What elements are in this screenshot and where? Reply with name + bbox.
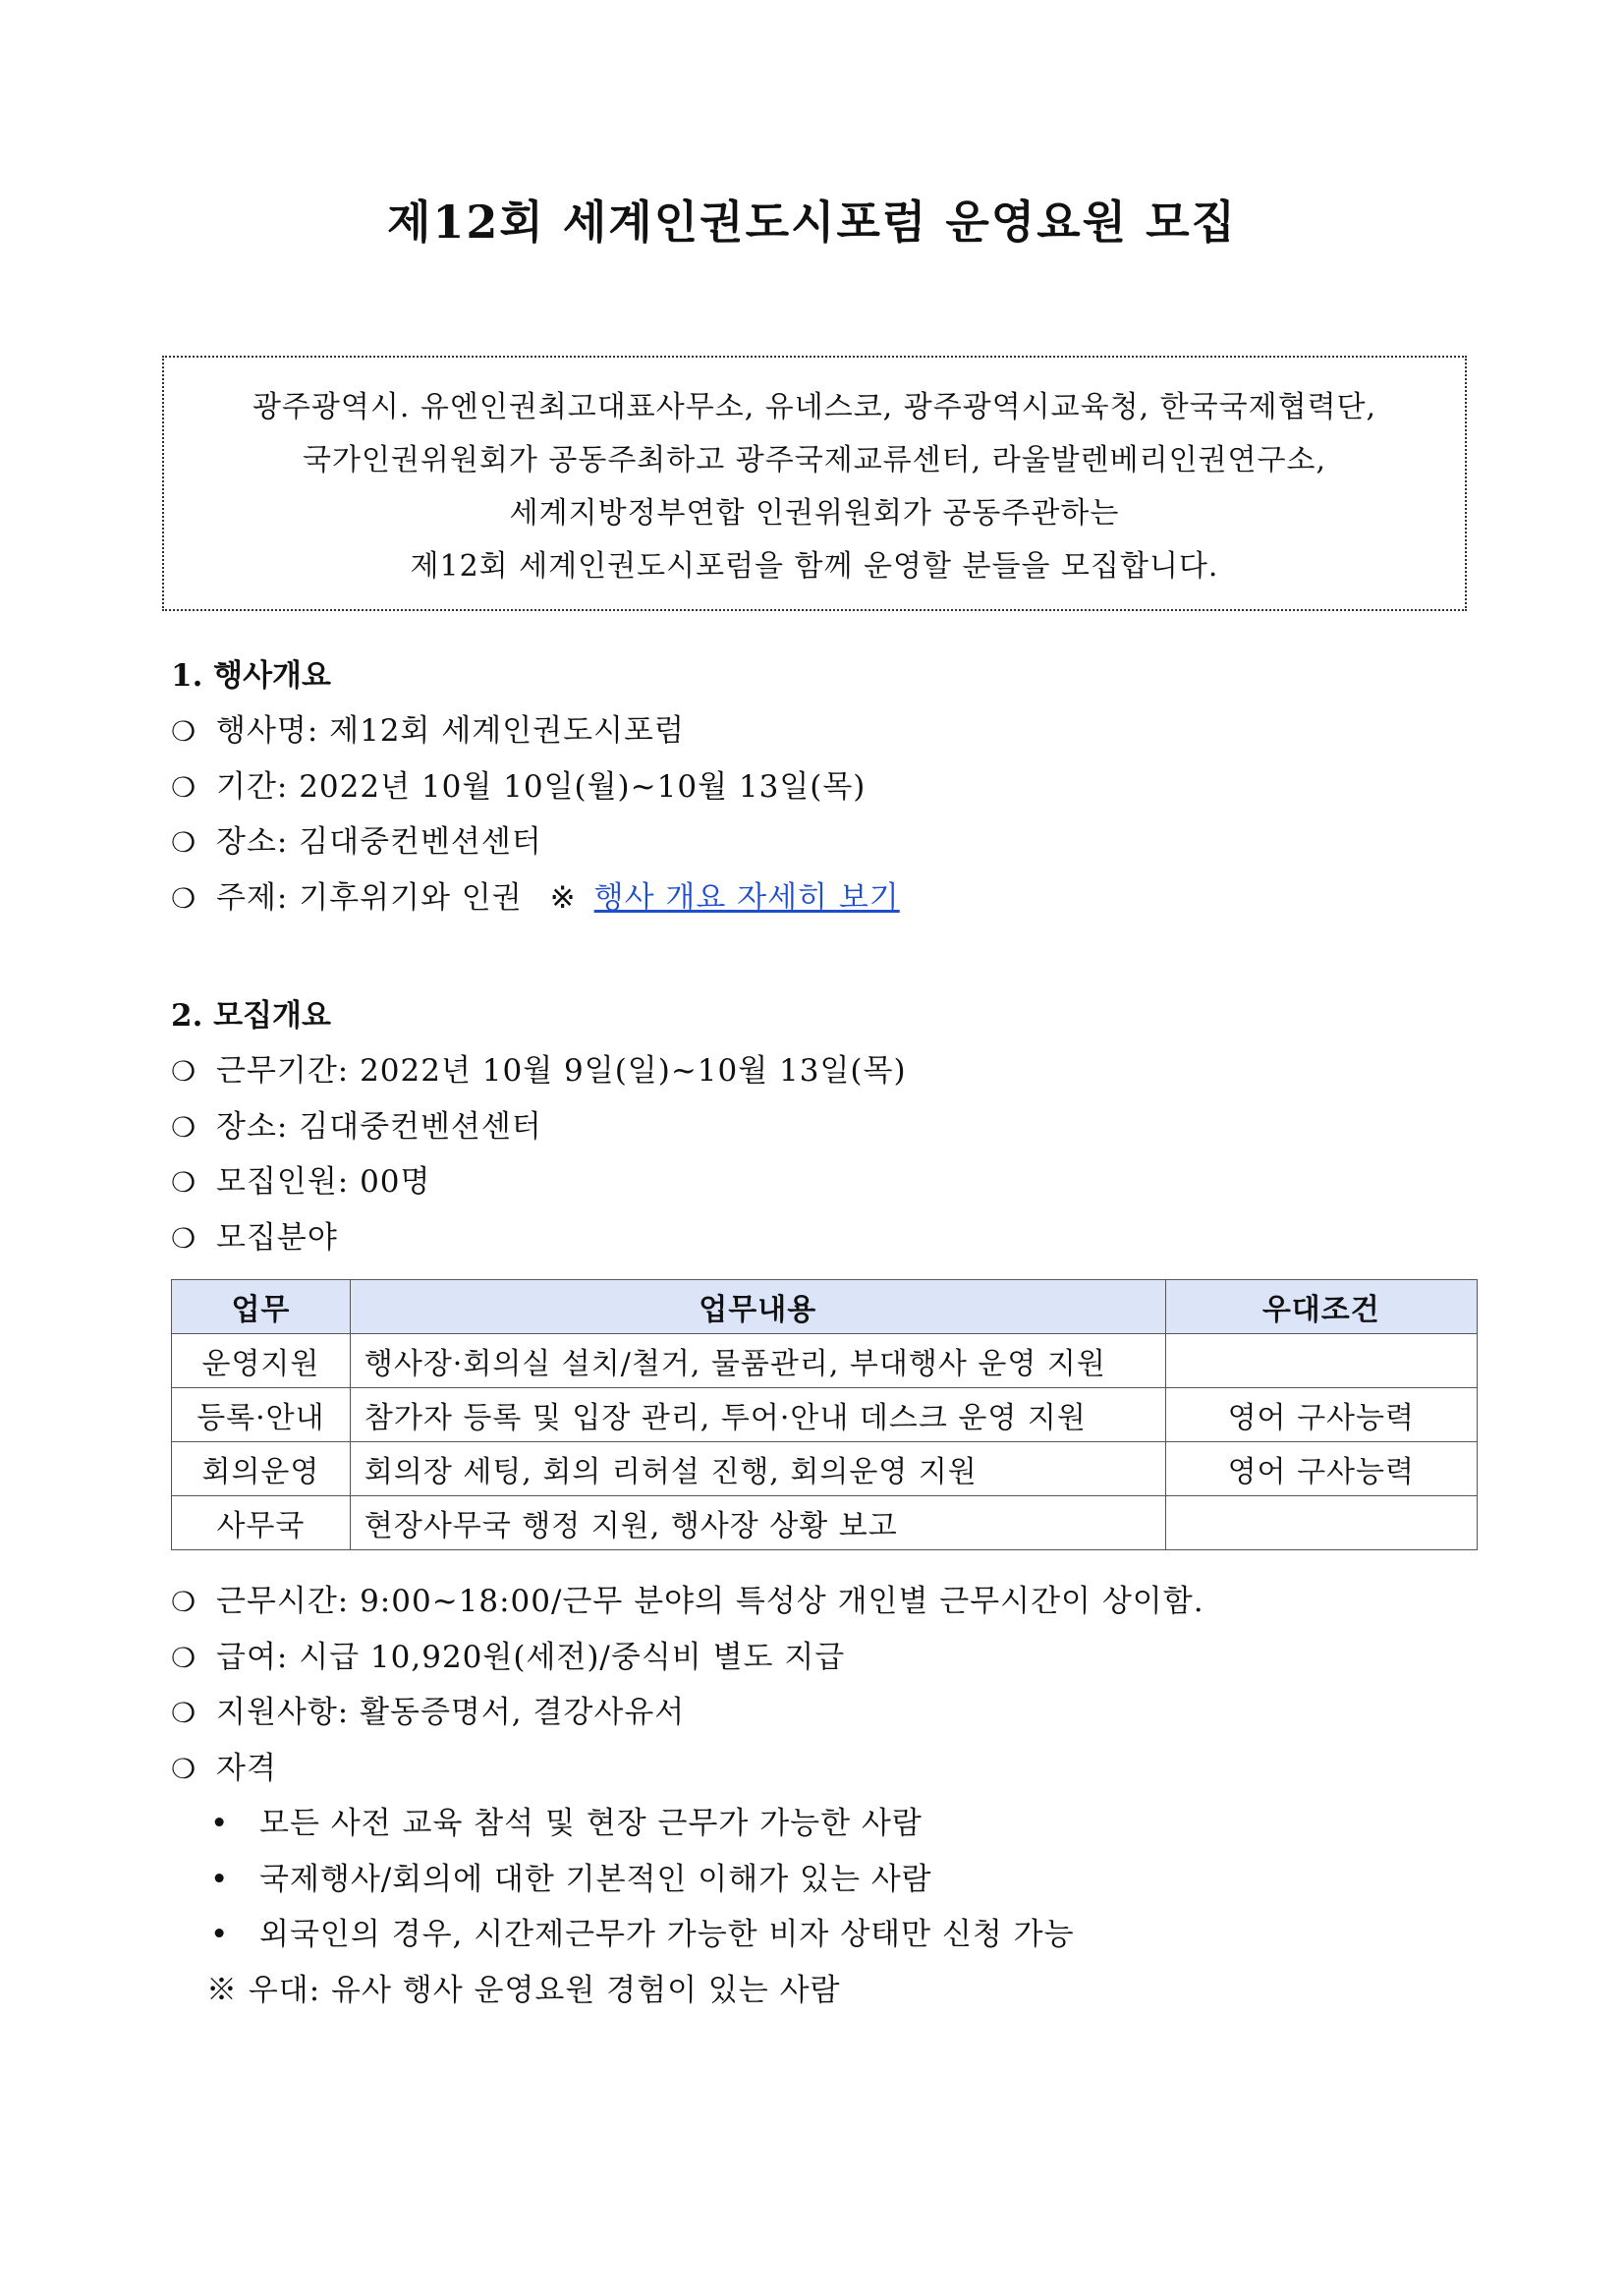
qualification-text: 외국인의 경우, 시간제근무가 가능한 비자 상태만 신청 가능	[259, 1917, 1075, 1952]
circle-bullet-icon: ❍	[171, 881, 197, 915]
circle-bullet-icon: ❍	[171, 826, 197, 859]
table-cell: 회의장 세팅, 회의 리허설 진행, 회의운영 지원	[350, 1442, 1165, 1496]
list-item	[171, 1741, 1204, 1797]
table-cell: 영어 구사능력	[1165, 1388, 1477, 1442]
list-item-text: 근무기간: 2022년 10월 9일(일)~10월 13일(목)	[216, 1053, 907, 1089]
event-detail-link[interactable]: 행사 개요 자세히 보기	[593, 879, 900, 916]
table-cell: 행사장·회의실 설치/철거, 물품관리, 부대행사 운영 지원	[350, 1334, 1165, 1388]
qualification-text: 모든 사전 교육 참석 및 현장 근무가 가능한 사람	[259, 1806, 923, 1841]
dot-bullet-icon: •	[210, 1806, 230, 1841]
intro-line: 세계지방정부연합 인권위원회가 공동주관하는	[509, 496, 1120, 531]
list-item-text: 주제: 기후위기와 인권	[216, 879, 523, 916]
dot-bullet-icon: •	[210, 1917, 230, 1952]
list-item	[171, 1210, 907, 1266]
list-item-text: 모집분야	[216, 1219, 338, 1256]
list-item	[171, 814, 900, 870]
qualification-list	[171, 1796, 1204, 1963]
list-item	[171, 1043, 907, 1099]
list-item	[171, 1154, 907, 1210]
list-item	[171, 703, 900, 759]
circle-bullet-icon: ❍	[171, 1752, 197, 1785]
list-item-text: 모집인원: 00명	[216, 1164, 431, 1200]
intro-line: 제12회 세계인권도시포럼을 함께 운영할 분들을 모집합니다.	[410, 549, 1219, 584]
table-cell: 참가자 등록 및 입장 관리, 투어·안내 데스크 운영 지원	[350, 1388, 1165, 1442]
intro-line: 광주광역시. 유엔인권최고대표사무소, 유네스코, 광주광역시교육청, 한국국제협력단,	[252, 390, 1377, 424]
qualification-item	[210, 1852, 1204, 1908]
table-cell: 현장사무국 행정 지원, 행사장 상황 보고	[350, 1496, 1165, 1550]
table-header: 우대조건	[1165, 1280, 1477, 1334]
table-cell: 사무국	[172, 1496, 351, 1550]
table-cell: 회의운영	[172, 1442, 351, 1496]
circle-bullet-icon: ❍	[171, 770, 197, 804]
table-cell	[1165, 1334, 1477, 1388]
circle-bullet-icon: ❍	[171, 1221, 197, 1255]
list-item-text: 자격	[216, 1750, 277, 1786]
table-row	[172, 1442, 1478, 1496]
table-header-row	[172, 1280, 1478, 1334]
section-heading: 2. 모집개요	[171, 998, 331, 1034]
list-item-text: 지원사항: 활동증명서, 결강사유서	[216, 1695, 686, 1730]
table-row	[172, 1388, 1478, 1442]
table-cell: 운영지원	[172, 1334, 351, 1388]
list-item	[171, 1099, 907, 1155]
dot-bullet-icon: •	[210, 1861, 230, 1897]
recruitment-table	[171, 1279, 1478, 1550]
circle-bullet-icon: ❍	[171, 1586, 197, 1618]
table-cell	[1165, 1496, 1477, 1550]
section-recruitment-details	[171, 1574, 1204, 2018]
list-item-text: 기간: 2022년 10월 10일(월)~10월 13일(목)	[216, 768, 867, 805]
circle-bullet-icon: ❍	[171, 1166, 197, 1199]
page-title: 제12회 세계인권도시포럼 운영요원 모집	[386, 196, 1238, 249]
qualification-item	[210, 1796, 1204, 1852]
note-mark: ※	[549, 879, 577, 916]
list-item-text: 장소: 김대중컨벤션센터	[216, 824, 542, 860]
qualification-item	[210, 1907, 1204, 1963]
section-event-overview	[171, 648, 900, 925]
circle-bullet-icon: ❍	[171, 1697, 197, 1729]
list-item	[171, 1630, 1204, 1686]
list-item-text: 행사명: 제12회 세계인권도시포럼	[216, 713, 685, 749]
list-item-text: 급여: 시급 10,920원(세전)/중식비 별도 지급	[216, 1639, 846, 1675]
list-item	[171, 1685, 1204, 1741]
preference-note: ※ 우대: 유사 행사 운영요원 경험이 있는 사람	[206, 1972, 841, 2008]
intro-line: 국가인권위원회가 공동주최하고 광주국제교류센터, 라울발렌베리인권연구소,	[302, 443, 1327, 477]
circle-bullet-icon: ❍	[171, 1110, 197, 1144]
list-item-text: 장소: 김대중컨벤션센터	[216, 1108, 542, 1145]
table-header: 업무내용	[350, 1280, 1165, 1334]
list-item	[171, 1574, 1204, 1630]
intro-box	[162, 356, 1467, 611]
list-item	[171, 759, 900, 815]
table-header: 업무	[172, 1280, 351, 1334]
circle-bullet-icon: ❍	[171, 715, 197, 748]
table-row	[172, 1334, 1478, 1388]
table-row	[172, 1496, 1478, 1550]
circle-bullet-icon: ❍	[171, 1641, 197, 1674]
section-heading: 1. 행사개요	[171, 658, 331, 694]
section-recruitment-overview	[171, 988, 907, 1265]
circle-bullet-icon: ❍	[171, 1055, 197, 1088]
table-cell: 영어 구사능력	[1165, 1442, 1477, 1496]
table-cell: 등록·안내	[172, 1388, 351, 1442]
list-item-text: 근무시간: 9:00~18:00/근무 분야의 특성상 개인별 근무시간이 상이함.	[216, 1584, 1204, 1619]
list-item	[171, 870, 900, 926]
qualification-text: 국제행사/회의에 대한 기본적인 이해가 있는 사람	[259, 1861, 932, 1897]
